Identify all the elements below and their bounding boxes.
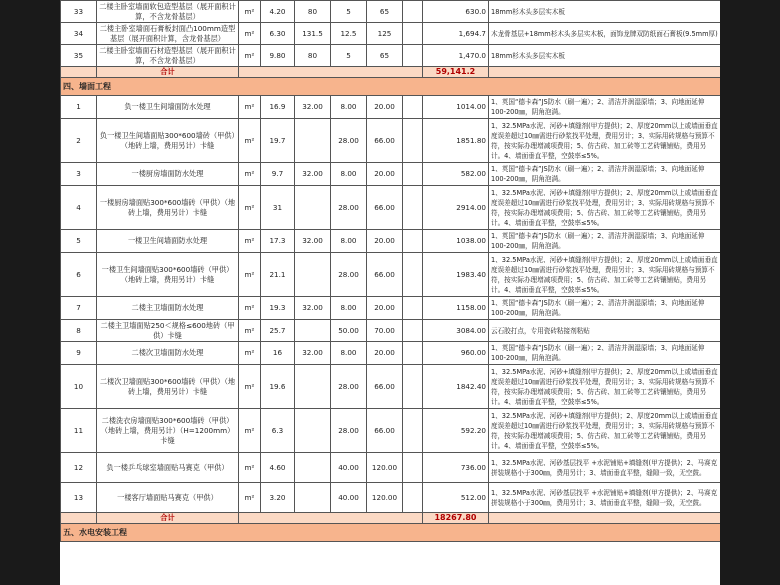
cell-labor: 80 (295, 1, 331, 23)
cell-qty: 9.7 (261, 163, 295, 186)
cell-note: 1、32.5MPa水泥、河砂+填缝剂(甲方提供)；2、厚度20mm以上或墙面垂直度误差超过10㎜需进行砂浆找平处理，费用另计；3、实际用砖规格与预算不符，按实际办理增减项费用；5、仿古砖、加工砖等工艺砖镶铺贴，费用另计。4、墙面垂直平整，空鼓率≤5%。 (489, 409, 721, 453)
cell-total: 3084.00 (423, 320, 489, 342)
cell-main: 70.00 (367, 320, 403, 342)
cell-labor (295, 483, 331, 513)
cell-qty: 6.30 (261, 23, 295, 45)
table-row (61, 186, 721, 230)
cell-no: 2 (61, 119, 97, 163)
cell-mat (403, 483, 423, 513)
cell-qty: 4.60 (261, 453, 295, 483)
section-title: 五、水电安装工程 (61, 524, 721, 542)
table-row (61, 320, 721, 342)
cell-aux: 8.00 (331, 297, 367, 320)
cell-main: 120.00 (367, 453, 403, 483)
cell-mat (403, 320, 423, 342)
cell-labor (295, 253, 331, 297)
cell-no: 13 (61, 483, 97, 513)
cell-aux: 12.5 (331, 23, 367, 45)
cell-no: 6 (61, 253, 97, 297)
cell-mat (403, 253, 423, 297)
cell-name: 二楼次卫墙面贴300*600墙砖（甲供）（地砖上墙，费用另计）卡缝 (97, 365, 239, 409)
cell-mat (403, 119, 423, 163)
cell-total: 630.0 (423, 1, 489, 23)
table-row (61, 119, 721, 163)
cell-name: 负一楼卫生间墙面防水处理 (97, 96, 239, 119)
table-row (61, 342, 721, 365)
cell-mat (403, 186, 423, 230)
cell-note: 1、32.5MPa水泥、河砂+填缝剂(甲方提供)；2、厚度20mm以上或墙面垂直度误差超过10㎜需进行砂浆找平处理，费用另计；3、实际用砖规格与预算不符，按实际办理增减项费用；5、仿古砖、加工砖等工艺砖镶铺贴，费用另计。4、墙面垂直平整，空鼓率≤5%。 (489, 253, 721, 297)
table-row (61, 483, 721, 513)
cell-note: 云石胶打点，专用瓷砖粘接剂粘贴 (489, 320, 721, 342)
cell-mat (403, 453, 423, 483)
cell-aux: 28.00 (331, 119, 367, 163)
cell-aux: 28.00 (331, 253, 367, 297)
cell-name: 二楼主卫墙面贴250＜规格≤600地砖（甲供）卡缝 (97, 320, 239, 342)
cell-aux: 50.00 (331, 320, 367, 342)
total-row (61, 513, 721, 524)
cell-aux: 40.00 (331, 453, 367, 483)
total-spacer (489, 67, 721, 78)
cell-total: 1983.40 (423, 253, 489, 297)
cell-no: 4 (61, 186, 97, 230)
total-label: 合计 (97, 513, 239, 524)
table-row (61, 230, 721, 253)
cell-note: 1、32.5MPa水泥、河砂基层找平 +水泥铺贴+填缝剂(甲方提供)；2、马赛克拼装规格小于300㎜，费用另计；3、墙面垂直平整，缝隙一致，无空鼓。 (489, 453, 721, 483)
total-spacer (61, 513, 97, 524)
section-header (61, 524, 721, 542)
cell-total: 960.00 (423, 342, 489, 365)
cell-note: 1、英国“德卡森”JS防水（刷一遍）；2、清洁并润湿原墙；3、向地面延伸100-200㎜，阴角泡满。 (489, 230, 721, 253)
cell-no: 1 (61, 96, 97, 119)
cell-no: 35 (61, 45, 97, 67)
total-amount: 59,141.2 (423, 67, 489, 78)
cell-name: 二楼主卫墙面防水处理 (97, 297, 239, 320)
cell-main: 66.00 (367, 186, 403, 230)
cell-note: 18mm杉木头多层实木板 (489, 1, 721, 23)
cell-main: 66.00 (367, 409, 403, 453)
cell-qty: 19.3 (261, 297, 295, 320)
cell-labor (295, 119, 331, 163)
cell-main: 20.00 (367, 297, 403, 320)
cell-unit: m² (239, 342, 261, 365)
cell-mat (403, 23, 423, 45)
cell-unit: m² (239, 365, 261, 409)
cell-mat (403, 1, 423, 23)
cell-mat (403, 409, 423, 453)
cell-total: 1014.00 (423, 96, 489, 119)
cell-unit: m² (239, 453, 261, 483)
cell-name: 一楼厨房墙面贴300*600墙砖（甲供）（地砖上墙，费用另计）卡缝 (97, 186, 239, 230)
cell-no: 3 (61, 163, 97, 186)
cell-main: 66.00 (367, 119, 403, 163)
cell-labor: 32.00 (295, 342, 331, 365)
cell-unit: m² (239, 23, 261, 45)
section-header (61, 78, 721, 96)
cell-unit: m² (239, 1, 261, 23)
total-spacer (489, 513, 721, 524)
cell-mat (403, 230, 423, 253)
cell-main: 65 (367, 45, 403, 67)
cell-qty: 3.20 (261, 483, 295, 513)
cell-total: 2914.00 (423, 186, 489, 230)
cell-note: 1、32.5MPa水泥、河砂+填缝剂(甲方提供)；2、厚度20mm以上或墙面垂直度误差超过10㎜需进行砂浆找平处理，费用另计；3、实际用砖规格与预算不符，按实际办理增减项费用；5、仿古砖、加工砖等工艺砖镶铺贴，费用另计。4、墙面垂直平整，空鼓率≤5%。 (489, 119, 721, 163)
cell-labor: 32.00 (295, 163, 331, 186)
cell-no: 11 (61, 409, 97, 453)
total-spacer (239, 67, 423, 78)
table-row (61, 45, 721, 67)
cell-note: 1、英国“德卡森”JS防水（刷一遍）；2、清洁并润湿原墙；3、向地面延伸100-200㎜，阴角泡满。 (489, 163, 721, 186)
cell-labor (295, 186, 331, 230)
cell-labor: 32.00 (295, 96, 331, 119)
cell-aux: 8.00 (331, 230, 367, 253)
quotation-table (60, 0, 720, 542)
table-row (61, 409, 721, 453)
quotation-sheet (60, 0, 720, 585)
cell-qty: 31 (261, 186, 295, 230)
cell-total: 1,694.7 (423, 23, 489, 45)
cell-total: 1038.00 (423, 230, 489, 253)
cell-name: 负一楼乒乓球室墙面贴马赛克（甲供） (97, 453, 239, 483)
cell-aux: 5 (331, 45, 367, 67)
cell-no: 33 (61, 1, 97, 23)
cell-note: 1、32.5MPa水泥、河砂+填缝剂(甲方提供)；2、厚度20mm以上或墙面垂直度误差超过10㎜需进行砂浆找平处理，费用另计；3、实际用砖规格与预算不符，按实际办理增减项费用；5、仿古砖、加工砖等工艺砖镶铺贴，费用另计。4、墙面垂直平整，空鼓率≤5%。 (489, 365, 721, 409)
cell-main: 125 (367, 23, 403, 45)
cell-unit: m² (239, 409, 261, 453)
cell-name: 一楼卫生间墙面贴300*600墙砖（甲供）（地砖上墙，费用另计）卡缝 (97, 253, 239, 297)
cell-name: 二楼洗衣房墙面贴300*600墙砖（甲供）（地砖上墙，费用另计）（H=1200mm）卡缝 (97, 409, 239, 453)
cell-labor: 32.00 (295, 297, 331, 320)
cell-mat (403, 297, 423, 320)
cell-name: 二楼主卧室墙面石膏板封面凸100mm造型基层（展开面积计算，含龙骨基层） (97, 23, 239, 45)
cell-labor (295, 365, 331, 409)
cell-qty: 16.9 (261, 96, 295, 119)
total-amount: 18267.80 (423, 513, 489, 524)
cell-total: 1158.00 (423, 297, 489, 320)
table-row (61, 453, 721, 483)
cell-aux: 40.00 (331, 483, 367, 513)
cell-unit: m² (239, 230, 261, 253)
cell-total: 512.00 (423, 483, 489, 513)
cell-labor: 80 (295, 45, 331, 67)
table-row (61, 96, 721, 119)
cell-unit: m² (239, 45, 261, 67)
cell-mat (403, 365, 423, 409)
table-row (61, 23, 721, 45)
cell-name: 二楼主卧室墙面石材造型基层（展开面积计算，不含龙骨基层） (97, 45, 239, 67)
cell-unit: m² (239, 186, 261, 230)
cell-mat (403, 96, 423, 119)
cell-note: 1、英国“德卡森”JS防水（刷一遍）；2、清洁并润湿原墙；3、向地面延伸100-200㎜，阴角泡满。 (489, 297, 721, 320)
cell-main: 66.00 (367, 253, 403, 297)
cell-mat (403, 45, 423, 67)
cell-name: 一楼客厅墙面贴马赛克（甲供） (97, 483, 239, 513)
cell-no: 7 (61, 297, 97, 320)
cell-labor (295, 409, 331, 453)
cell-note: 1、英国“德卡森”JS防水（刷一遍）；2、清洁并润湿原墙；3、向地面延伸100-200㎜，阴角泡满。 (489, 96, 721, 119)
cell-main: 66.00 (367, 365, 403, 409)
cell-main: 20.00 (367, 96, 403, 119)
cell-total: 1,470.0 (423, 45, 489, 67)
cell-labor: 32.00 (295, 230, 331, 253)
cell-note: 木龙骨基层+18mm杉木头多层实木板，面饰龙牌双防纸面石膏板(9.5mm厚) (489, 23, 721, 45)
cell-qty: 17.3 (261, 230, 295, 253)
table-row (61, 253, 721, 297)
cell-qty: 16 (261, 342, 295, 365)
cell-unit: m² (239, 483, 261, 513)
cell-mat (403, 163, 423, 186)
cell-total: 736.00 (423, 453, 489, 483)
cell-unit: m² (239, 163, 261, 186)
cell-note: 1、32.5MPa水泥、河砂基层找平 +水泥铺贴+填缝剂(甲方提供)；2、马赛克拼装规格小于300㎜，费用另计；3、墙面垂直平整，缝隙一致，无空鼓。 (489, 483, 721, 513)
cell-note: 1、32.5MPa水泥、河砂+填缝剂(甲方提供)；2、厚度20mm以上或墙面垂直度误差超过10㎜需进行砂浆找平处理，费用另计；3、实际用砖规格与预算不符，按实际办理增减项费用；5、仿古砖、加工砖等工艺砖镶铺贴，费用另计。4、墙面垂直平整，空鼓率≤5%。 (489, 186, 721, 230)
cell-unit: m² (239, 297, 261, 320)
table-row (61, 297, 721, 320)
cell-qty: 6.3 (261, 409, 295, 453)
cell-labor: 131.5 (295, 23, 331, 45)
cell-qty: 19.7 (261, 119, 295, 163)
cell-main: 65 (367, 1, 403, 23)
cell-unit: m² (239, 253, 261, 297)
cell-aux: 28.00 (331, 186, 367, 230)
cell-aux: 28.00 (331, 365, 367, 409)
total-row (61, 67, 721, 78)
cell-unit: m² (239, 119, 261, 163)
cell-no: 8 (61, 320, 97, 342)
table-row (61, 163, 721, 186)
cell-labor (295, 453, 331, 483)
total-spacer (61, 67, 97, 78)
cell-name: 二楼主卧室墙面软包造型基层（展开面积计算，不含龙骨基层） (97, 1, 239, 23)
cell-no: 10 (61, 365, 97, 409)
cell-total: 1851.80 (423, 119, 489, 163)
section-title: 四、墙面工程 (61, 78, 721, 96)
cell-labor (295, 320, 331, 342)
cell-aux: 5 (331, 1, 367, 23)
cell-aux: 8.00 (331, 163, 367, 186)
cell-unit: m² (239, 96, 261, 119)
cell-qty: 25.7 (261, 320, 295, 342)
cell-qty: 19.6 (261, 365, 295, 409)
cell-name: 一楼卫生间墙面防水处理 (97, 230, 239, 253)
cell-main: 120.00 (367, 483, 403, 513)
cell-name: 一楼厨房墙面防水处理 (97, 163, 239, 186)
cell-no: 9 (61, 342, 97, 365)
cell-main: 20.00 (367, 230, 403, 253)
cell-total: 592.20 (423, 409, 489, 453)
cell-mat (403, 342, 423, 365)
cell-name: 二楼次卫墙面防水处理 (97, 342, 239, 365)
cell-qty: 21.1 (261, 253, 295, 297)
total-spacer (239, 513, 423, 524)
cell-main: 20.00 (367, 342, 403, 365)
cell-qty: 9.80 (261, 45, 295, 67)
table-row (61, 1, 721, 23)
cell-no: 12 (61, 453, 97, 483)
total-label: 合计 (97, 67, 239, 78)
cell-total: 1842.40 (423, 365, 489, 409)
cell-name: 负一楼卫生间墙面贴300*600墙砖（甲供）（地砖上墙，费用另计）卡缝 (97, 119, 239, 163)
cell-note: 18mm杉木头多层实木板 (489, 45, 721, 67)
cell-unit: m² (239, 320, 261, 342)
cell-main: 20.00 (367, 163, 403, 186)
cell-no: 34 (61, 23, 97, 45)
cell-qty: 4.20 (261, 1, 295, 23)
cell-aux: 8.00 (331, 96, 367, 119)
cell-no: 5 (61, 230, 97, 253)
cell-aux: 28.00 (331, 409, 367, 453)
table-row (61, 365, 721, 409)
cell-note: 1、英国“德卡森”JS防水（刷一遍）；2、清洁并润湿原墙；3、向地面延伸100-200㎜，阴角泡满。 (489, 342, 721, 365)
cell-total: 582.00 (423, 163, 489, 186)
cell-aux: 8.00 (331, 342, 367, 365)
